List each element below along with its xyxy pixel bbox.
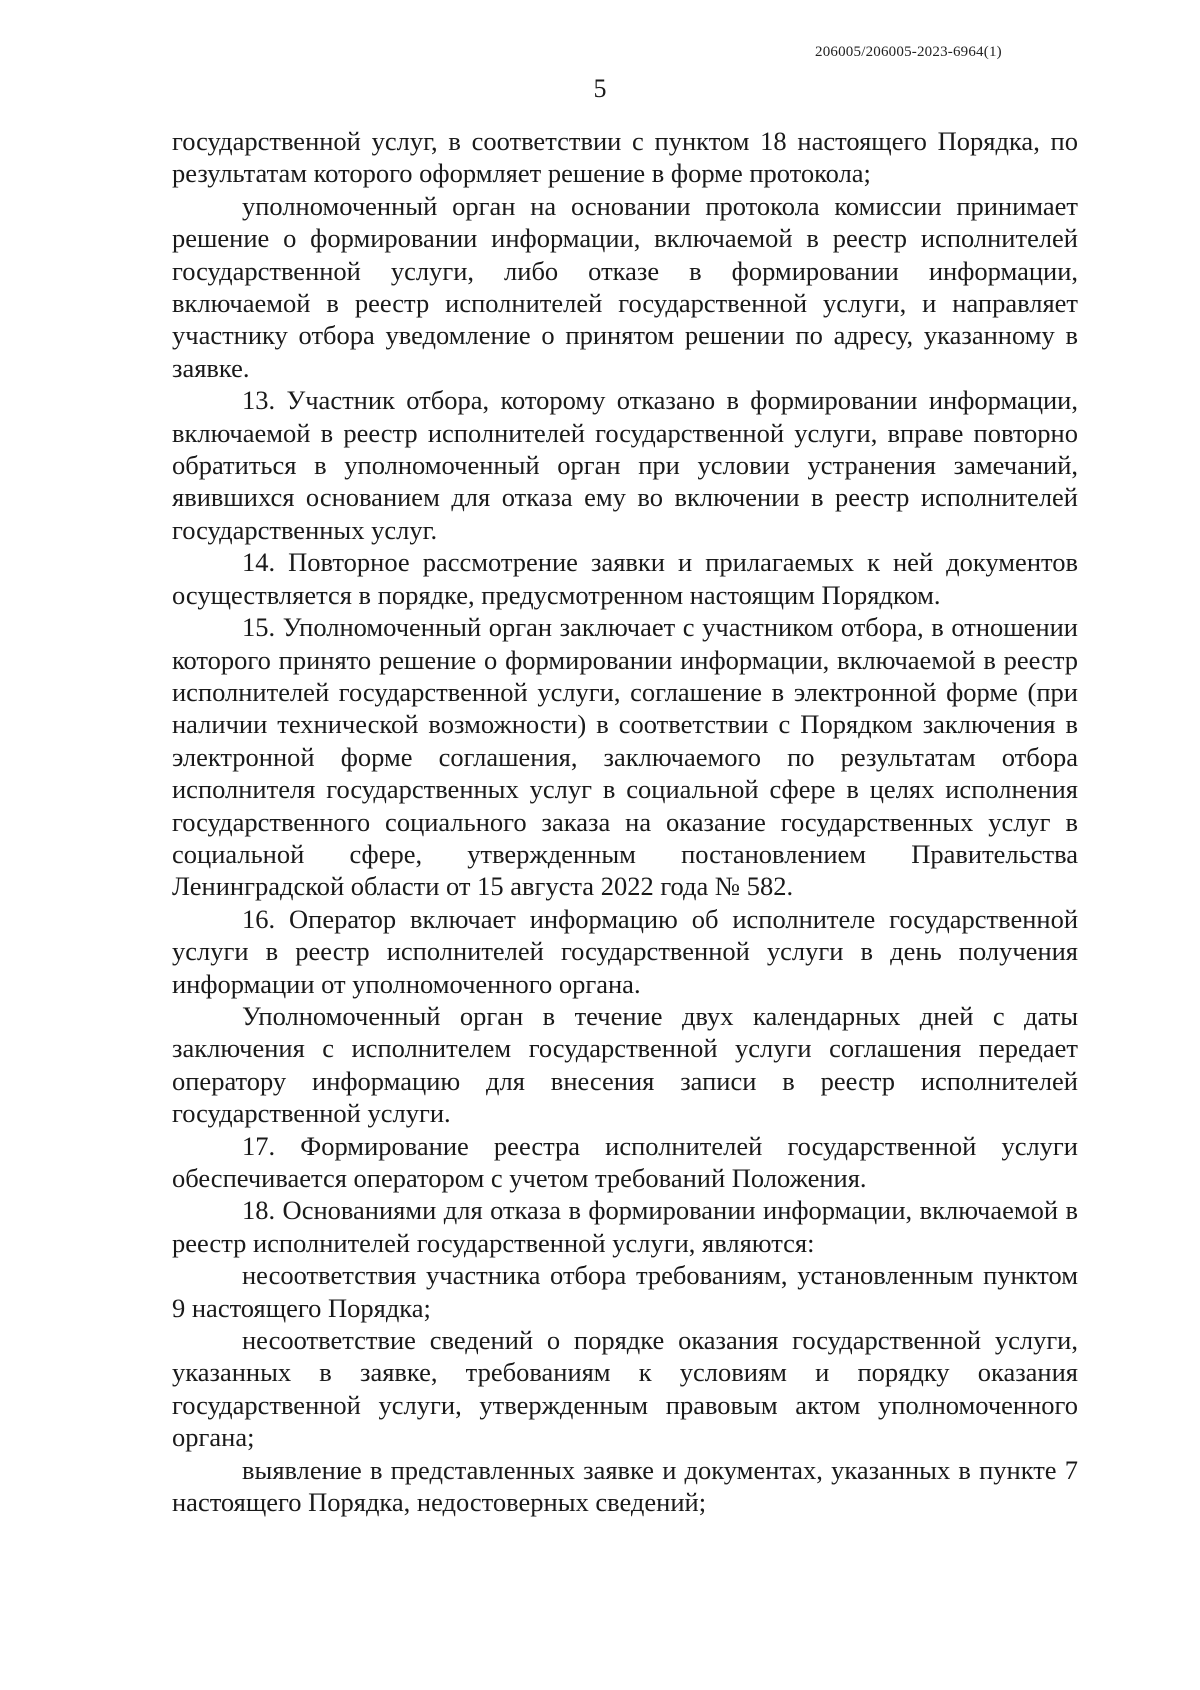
paragraph-14: 14. Повторное рассмотрение заявки и прилагаемых к ней документов осуществляется в порядке, предусмотренном настоящим Порядком.	[172, 547, 1078, 610]
paragraph-continuation: государственной услуг, в соответствии с пунктом 18 настоящего Порядка, по результатам которого оформляет решение в форме протокола;	[172, 126, 1078, 189]
document-id: 206005/206005-2023-6964(1)	[815, 44, 1002, 60]
list-item-refusal-reason-3: выявление в представленных заявке и документах, указанных в пункте 7 настоящего Порядка, недостоверных сведений;	[172, 1454, 1078, 1518]
list-item-refusal-reason-2: несоответствие сведений о порядке оказания государственной услуги, указанных в заявке, требованиям к условиям и порядку оказания государственной услуги, утвержденным правовым актом уполномоченного органа;	[172, 1325, 1078, 1453]
page-number: 5	[593, 74, 607, 103]
document-body	[172, 125, 1078, 1518]
list-item-refusal-reason-1: несоответствия участника отбора требованиям, установленным пунктом 9 настоящего Порядка;	[172, 1260, 1078, 1323]
paragraph-authority-decision: уполномоченный орган на основании протокола комиссии принимает решение о формировании информации, включаемой в реестр исполнителей государственной услуги, либо отказе в формировании информации, включаемой в реестр исполнителей государственной услуги, и направляет участнику отбора уведомление о принятом решении по адресу, указанному в заявке.	[172, 190, 1078, 383]
paragraph-16-continuation: Уполномоченный орган в течение двух календарных дней с даты заключения с исполнителем государственной услуги соглашения передает оператору информацию для внесения записи в реестр исполнителей государственной услуги.	[172, 1000, 1078, 1129]
paragraph-18: 18. Основаниями для отказа в формировании информации, включаемой в реестр исполнителей государственной услуги, являются:	[172, 1195, 1078, 1258]
paragraph-16: 16. Оператор включает информацию об исполнителе государственной услуги в реестр исполнителей государственной услуги в день получения информации от уполномоченного органа.	[172, 903, 1078, 999]
paragraph-15: 15. Уполномоченный орган заключает с участником отбора, в отношении которого принято решение о формировании информации, включаемой в реестр исполнителей государственной услуги, соглашение в электронной форме (при наличии технической возможности) в соответствии с Порядком заключения в электронной форме соглашения, заключаемого по результатам отбора исполнителя государственных услуг в социальной сфере в целях исполнения государственного социального заказа на оказание государственных услуг в социальной сфере, утвержденным постановлением Правительства Ленинградской области от 15 августа 2022 года № 582.	[172, 612, 1078, 902]
paragraph-13: 13. Участник отбора, которому отказано в формировании информации, включаемой в реестр исполнителей государственной услуги, вправе повторно обратиться в уполномоченный орган при условии устранения замечаний, явившихся основанием для отказа ему во включении в реестр исполнителей государственных услуг.	[172, 385, 1078, 545]
paragraph-17: 17. Формирование реестра исполнителей государственной услуги обеспечивается оператором с учетом требований Положения.	[172, 1130, 1078, 1193]
